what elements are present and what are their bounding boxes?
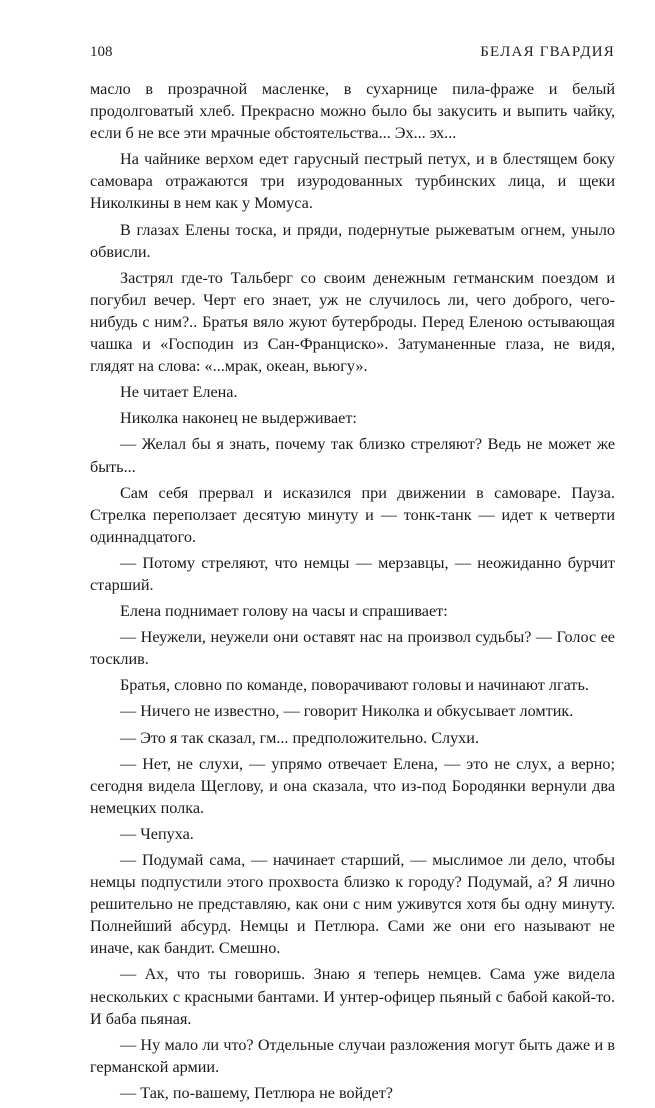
paragraph: — Это я так сказал, гм... предположительно. Слухи. (120, 728, 479, 747)
paragraph: — Так, по-вашему, Петлюра не войдет? (120, 1083, 393, 1102)
paragraph: — Ах, что ты говоришь. Знаю я теперь немцев. Сама уже видела нескольких с красными бантами. И унтер-офицер пьяный с бабой какой-то. И баба пьяная. (90, 965, 615, 1028)
running-title: БЕЛАЯ ГВАРДИЯ (480, 44, 615, 60)
paragraph: Застрял где-то Тальберг со своим денежным гетманским поездом и погубил вечер. Черт его знает, уж не случилось ли, чего доброго, чего-нибудь с ним?.. Братья вяло жуют бутерброды. Перед Еленою остывающая чашка и «Господин из Сан-Франциско». Затуманенные глаза, не видя, глядят на слова: «...мрак, океан, вьюгу». (90, 268, 615, 376)
paragraph: В глазах Елены тоска, и пряди, подернутые рыжеватым огнем, уныло обвисли. (90, 220, 615, 261)
body-text (90, 78, 615, 1108)
paragraph: Братья, словно по команде, поворачивают головы и начинают лгать. (120, 676, 589, 695)
paragraph: Николка наконец не выдерживает: (120, 409, 357, 428)
page-number: 108 (90, 44, 113, 60)
paragraph: — Неужели, неужели они оставят нас на произвол судьбы? — Голос ее тосклив. (90, 628, 615, 669)
page-header (90, 44, 615, 66)
paragraph: — Ничего не известно, — говорит Николка и обкусывает ломтик. (120, 702, 574, 721)
paragraph: — Ну мало ли что? Отдельные случаи разложения могут быть даже и в германской армии. (90, 1035, 615, 1076)
paragraph: — Желал бы я знать, почему так близко стреляют? Ведь не может же быть... (90, 435, 615, 476)
paragraph: — Чепуха. (120, 824, 194, 843)
paragraph: Не читает Елена. (120, 383, 238, 402)
paragraph: — Нет, не слухи, — упрямо отвечает Елена, — это не слух, а верно; сегодня видела Щеглову, и она сказала, что из-под Бородянки вернули два немецких полка. (90, 754, 615, 817)
paragraph: масло в прозрачной масленке, в сухарнице пила-фраже и белый продолговатый хлеб. Прекрасно можно было бы закусить и выпить чайку, если б не все эти мрачные обстоятельства... Эх... эх... (90, 80, 615, 143)
paragraph: Сам себя прервал и исказился при движении в самоваре. Пауза. Стрелка переползает десятую минуту и — тонк-танк — идет к четверти одиннадцатого. (90, 483, 615, 546)
paragraph: — Подумай сама, — начинает старший, — мыслимое ли дело, чтобы немцы подпустили этого прохвоста близко к городу? Подумай, а? Я лично решительно не представляю, как они с ним уживутся хотя бы одну минуту. Полнейший абсурд. Немцы и Петлюра. Сами же они его называют не иначе, как бандит. Смешно. (90, 851, 615, 958)
paragraph: На чайнике верхом едет гарусный пестрый петух, и в блестящем боку самовара отражаются три изуродованных турбинских лица, и щеки Николкины в нем как у Момуса. (90, 150, 615, 213)
paragraph: — Потому стреляют, что немцы — мерзавцы, — неожиданно бурчит старший. (90, 553, 615, 594)
paragraph: Елена поднимает голову на часы и спрашивает: (120, 602, 448, 621)
